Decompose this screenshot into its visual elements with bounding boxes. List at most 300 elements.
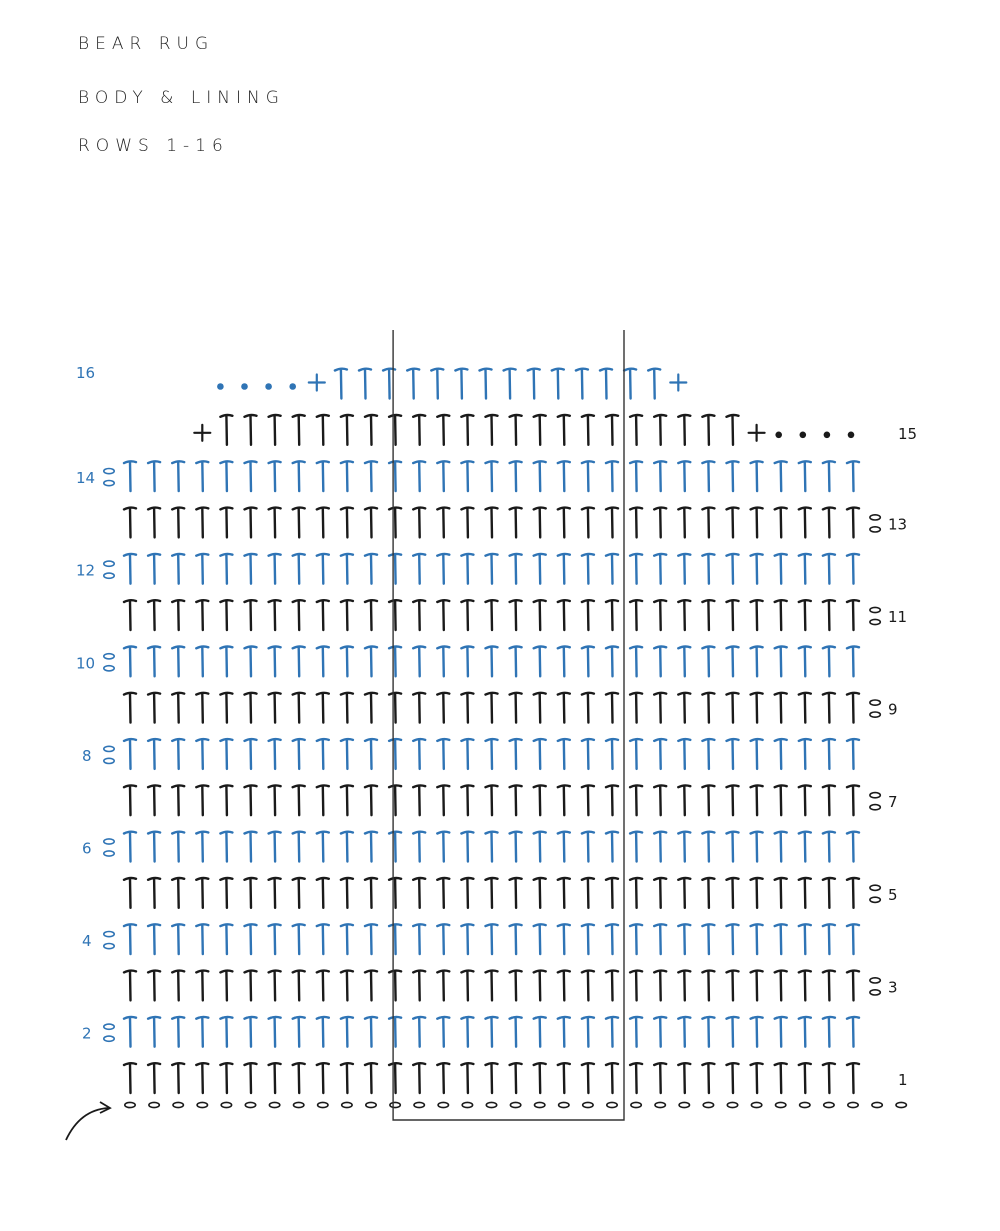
dc-stitch bbox=[630, 924, 642, 954]
dc-stitch bbox=[269, 600, 281, 630]
dc-stitch bbox=[510, 461, 522, 491]
dc-stitch bbox=[654, 693, 666, 723]
dc-stitch bbox=[335, 369, 347, 399]
row-number-label: 13 bbox=[888, 515, 908, 534]
dc-stitch bbox=[341, 415, 353, 445]
dc-stitch bbox=[269, 415, 281, 445]
dc-stitch bbox=[269, 693, 281, 723]
dc-stitch bbox=[678, 878, 690, 908]
dc-stitch bbox=[510, 739, 522, 769]
dc-stitch bbox=[606, 415, 618, 445]
dc-stitch bbox=[823, 739, 835, 769]
dc-stitch bbox=[389, 739, 401, 769]
dc-stitch bbox=[534, 739, 546, 769]
dc-stitch bbox=[341, 647, 353, 677]
dc-stitch bbox=[654, 1017, 666, 1047]
dc-stitch bbox=[455, 369, 467, 399]
dc-stitch bbox=[124, 1017, 136, 1047]
dc-stitch bbox=[654, 415, 666, 445]
dc-stitch bbox=[775, 508, 787, 538]
dc-stitch bbox=[196, 508, 208, 538]
dc-stitch bbox=[823, 461, 835, 491]
dc-stitch bbox=[196, 647, 208, 677]
dc-stitch bbox=[172, 971, 184, 1001]
dc-stitch bbox=[196, 693, 208, 723]
row-number-label: 9 bbox=[888, 700, 898, 719]
dc-stitch bbox=[775, 554, 787, 584]
dc-stitch bbox=[413, 554, 425, 584]
dc-stitch bbox=[486, 971, 498, 1001]
dc-stitch bbox=[823, 508, 835, 538]
dc-stitch bbox=[678, 1063, 690, 1093]
dc-stitch bbox=[582, 415, 594, 445]
dc-stitch bbox=[389, 647, 401, 677]
dc-stitch bbox=[196, 924, 208, 954]
turning-chain bbox=[104, 1024, 114, 1029]
dc-stitch bbox=[245, 647, 257, 677]
dc-stitch bbox=[245, 415, 257, 445]
row-number-label: 6 bbox=[82, 839, 92, 858]
dc-stitch bbox=[799, 1063, 811, 1093]
dc-stitch bbox=[365, 461, 377, 491]
dc-stitch bbox=[654, 878, 666, 908]
dc-stitch bbox=[727, 554, 739, 584]
dc-stitch bbox=[702, 600, 714, 630]
foundation-chain bbox=[221, 1102, 231, 1107]
foundation-chain bbox=[414, 1102, 424, 1107]
dc-stitch bbox=[751, 924, 763, 954]
dc-stitch bbox=[558, 924, 570, 954]
dc-stitch bbox=[413, 693, 425, 723]
dc-stitch bbox=[293, 878, 305, 908]
dc-stitch bbox=[365, 739, 377, 769]
dc-stitch bbox=[847, 924, 859, 954]
dc-stitch bbox=[630, 415, 642, 445]
dc-stitch bbox=[196, 461, 208, 491]
dc-stitch bbox=[534, 924, 546, 954]
turning-chain bbox=[870, 515, 880, 520]
dc-stitch bbox=[486, 1063, 498, 1093]
dc-stitch bbox=[678, 924, 690, 954]
dc-stitch bbox=[269, 508, 281, 538]
dc-stitch bbox=[220, 924, 232, 954]
dc-stitch bbox=[702, 461, 714, 491]
row-number-label: 4 bbox=[82, 932, 92, 951]
dc-stitch bbox=[245, 600, 257, 630]
dc-stitch bbox=[630, 832, 642, 862]
dc-stitch bbox=[606, 785, 618, 815]
dc-stitch bbox=[606, 508, 618, 538]
dc-stitch bbox=[389, 1063, 401, 1093]
dc-stitch bbox=[365, 924, 377, 954]
dc-stitch bbox=[461, 785, 473, 815]
foundation-chain bbox=[848, 1102, 858, 1107]
dc-stitch bbox=[220, 508, 232, 538]
dc-stitch bbox=[558, 785, 570, 815]
dc-stitch bbox=[775, 600, 787, 630]
dc-stitch bbox=[582, 832, 594, 862]
dc-stitch bbox=[148, 971, 160, 1001]
dc-stitch bbox=[196, 971, 208, 1001]
dc-stitch bbox=[172, 924, 184, 954]
dc-stitch bbox=[148, 647, 160, 677]
dc-stitch bbox=[510, 554, 522, 584]
dc-stitch bbox=[461, 1017, 473, 1047]
dc-stitch bbox=[528, 369, 540, 399]
dc-stitch bbox=[172, 647, 184, 677]
dc-stitch bbox=[486, 508, 498, 538]
dc-stitch bbox=[389, 785, 401, 815]
turning-chain bbox=[104, 839, 114, 844]
dc-stitch bbox=[558, 415, 570, 445]
dc-stitch bbox=[293, 415, 305, 445]
dc-stitch bbox=[775, 1017, 787, 1047]
dc-stitch bbox=[823, 693, 835, 723]
turning-chain bbox=[870, 885, 880, 890]
turning-chain bbox=[870, 712, 880, 717]
dc-stitch bbox=[172, 739, 184, 769]
turning-chain bbox=[104, 1036, 114, 1041]
dc-stitch bbox=[486, 554, 498, 584]
dc-stitch bbox=[148, 924, 160, 954]
dc-stitch bbox=[534, 693, 546, 723]
turning-chain bbox=[104, 561, 114, 566]
dc-stitch bbox=[437, 554, 449, 584]
dc-stitch bbox=[365, 600, 377, 630]
dc-stitch bbox=[558, 600, 570, 630]
dc-stitch bbox=[847, 1017, 859, 1047]
dc-stitch bbox=[558, 508, 570, 538]
dc-stitch bbox=[606, 600, 618, 630]
dc-stitch bbox=[317, 1063, 329, 1093]
dc-stitch bbox=[461, 508, 473, 538]
dc-stitch bbox=[365, 832, 377, 862]
dc-stitch bbox=[317, 554, 329, 584]
dc-stitch bbox=[148, 1017, 160, 1047]
dc-stitch bbox=[480, 369, 492, 399]
dc-stitch bbox=[245, 693, 257, 723]
dc-stitch bbox=[461, 693, 473, 723]
dc-stitch bbox=[630, 693, 642, 723]
dc-stitch bbox=[510, 415, 522, 445]
turning-chain bbox=[870, 990, 880, 995]
dc-stitch bbox=[630, 600, 642, 630]
dc-stitch bbox=[437, 415, 449, 445]
dc-stitch bbox=[413, 739, 425, 769]
dc-stitch bbox=[172, 878, 184, 908]
dc-stitch bbox=[823, 647, 835, 677]
row-number-label: 1 bbox=[898, 1071, 908, 1089]
dc-stitch bbox=[437, 693, 449, 723]
dc-stitch bbox=[317, 600, 329, 630]
foundation-chain bbox=[486, 1102, 496, 1107]
dc-stitch bbox=[799, 739, 811, 769]
dc-stitch bbox=[775, 693, 787, 723]
dc-stitch bbox=[220, 693, 232, 723]
dc-stitch bbox=[654, 461, 666, 491]
dc-stitch bbox=[702, 647, 714, 677]
dc-stitch bbox=[751, 693, 763, 723]
dc-stitch bbox=[389, 461, 401, 491]
dc-stitch bbox=[461, 554, 473, 584]
dc-stitch bbox=[534, 647, 546, 677]
dc-stitch bbox=[341, 739, 353, 769]
dc-stitch bbox=[148, 832, 160, 862]
dc-stitch bbox=[124, 832, 136, 862]
slip-stitch bbox=[824, 432, 831, 439]
foundation-chain bbox=[294, 1102, 304, 1107]
dc-stitch bbox=[630, 508, 642, 538]
dc-stitch bbox=[654, 647, 666, 677]
dc-stitch bbox=[775, 878, 787, 908]
dc-stitch bbox=[359, 369, 371, 399]
foundation-chain bbox=[462, 1102, 472, 1107]
dc-stitch bbox=[245, 739, 257, 769]
dc-stitch bbox=[148, 785, 160, 815]
foundation-chain bbox=[631, 1102, 641, 1107]
row-number-label: 11 bbox=[888, 608, 908, 626]
dc-stitch bbox=[727, 600, 739, 630]
dc-stitch bbox=[847, 739, 859, 769]
dc-stitch bbox=[413, 1063, 425, 1093]
turning-chain bbox=[870, 700, 880, 705]
dc-stitch bbox=[654, 924, 666, 954]
dc-stitch bbox=[799, 461, 811, 491]
dc-stitch bbox=[341, 693, 353, 723]
turning-chain bbox=[870, 527, 880, 532]
dc-stitch bbox=[534, 1017, 546, 1047]
dc-stitch bbox=[799, 832, 811, 862]
dc-stitch bbox=[775, 647, 787, 677]
dc-stitch bbox=[606, 554, 618, 584]
dc-stitch bbox=[148, 693, 160, 723]
dc-stitch bbox=[269, 1017, 281, 1047]
dc-stitch bbox=[582, 693, 594, 723]
dc-stitch bbox=[847, 508, 859, 538]
foundation-chain bbox=[655, 1102, 665, 1107]
dc-stitch bbox=[172, 785, 184, 815]
foundation-chain bbox=[438, 1102, 448, 1107]
dc-stitch bbox=[269, 461, 281, 491]
dc-stitch bbox=[775, 461, 787, 491]
foundation-chain bbox=[245, 1102, 255, 1107]
sc-stitch bbox=[749, 425, 765, 441]
dc-stitch bbox=[196, 554, 208, 584]
dc-stitch bbox=[582, 785, 594, 815]
dc-stitch bbox=[245, 878, 257, 908]
dc-stitch bbox=[727, 785, 739, 815]
dc-stitch bbox=[751, 1017, 763, 1047]
slip-stitch bbox=[265, 383, 272, 390]
slip-stitch bbox=[848, 432, 855, 439]
dc-stitch bbox=[124, 461, 136, 491]
dc-stitch bbox=[486, 600, 498, 630]
dc-stitch bbox=[293, 554, 305, 584]
dc-stitch bbox=[630, 785, 642, 815]
foundation-chain bbox=[776, 1102, 786, 1107]
dc-stitch bbox=[678, 971, 690, 1001]
dc-stitch bbox=[220, 600, 232, 630]
dc-stitch bbox=[220, 461, 232, 491]
turning-chain bbox=[104, 944, 114, 949]
dc-stitch bbox=[269, 554, 281, 584]
dc-stitch bbox=[775, 785, 787, 815]
dc-stitch bbox=[678, 832, 690, 862]
dc-stitch bbox=[799, 971, 811, 1001]
dc-stitch bbox=[317, 785, 329, 815]
dc-stitch bbox=[293, 508, 305, 538]
dc-stitch bbox=[775, 739, 787, 769]
dc-stitch bbox=[486, 1017, 498, 1047]
dc-stitch bbox=[654, 1063, 666, 1093]
dc-stitch bbox=[582, 600, 594, 630]
dc-stitch bbox=[389, 971, 401, 1001]
dc-stitch bbox=[534, 415, 546, 445]
dc-stitch bbox=[775, 832, 787, 862]
dc-stitch bbox=[847, 785, 859, 815]
turning-chain bbox=[870, 978, 880, 983]
foundation-chain bbox=[125, 1102, 135, 1107]
dc-stitch bbox=[823, 832, 835, 862]
dc-stitch bbox=[654, 785, 666, 815]
dc-stitch bbox=[582, 739, 594, 769]
dc-stitch bbox=[172, 1063, 184, 1093]
foundation-chain bbox=[149, 1102, 159, 1107]
dc-stitch bbox=[727, 693, 739, 723]
dc-stitch bbox=[799, 878, 811, 908]
foundation-chain bbox=[318, 1102, 328, 1107]
dc-stitch bbox=[245, 508, 257, 538]
dc-stitch bbox=[196, 785, 208, 815]
rows-caption: ROWS 1-16 bbox=[78, 136, 229, 156]
dc-stitch bbox=[293, 461, 305, 491]
dc-stitch bbox=[437, 461, 449, 491]
dc-stitch bbox=[486, 739, 498, 769]
dc-stitch bbox=[365, 693, 377, 723]
dc-stitch bbox=[534, 878, 546, 908]
dc-stitch bbox=[504, 369, 516, 399]
dc-stitch bbox=[823, 924, 835, 954]
turning-chain bbox=[870, 607, 880, 612]
dc-stitch bbox=[365, 508, 377, 538]
dc-stitch bbox=[648, 369, 660, 399]
dc-stitch bbox=[413, 785, 425, 815]
dc-stitch bbox=[124, 924, 136, 954]
dc-stitch bbox=[413, 924, 425, 954]
dc-stitch bbox=[148, 508, 160, 538]
pattern-title: BEAR RUG bbox=[78, 34, 215, 54]
dc-stitch bbox=[389, 1017, 401, 1047]
dc-stitch bbox=[317, 971, 329, 1001]
dc-stitch bbox=[220, 832, 232, 862]
dc-stitch bbox=[775, 1063, 787, 1093]
dc-stitch bbox=[196, 1017, 208, 1047]
dc-stitch bbox=[317, 739, 329, 769]
dc-stitch bbox=[630, 878, 642, 908]
dc-stitch bbox=[510, 647, 522, 677]
dc-stitch bbox=[407, 369, 419, 399]
foundation-chain bbox=[872, 1102, 882, 1107]
dc-stitch bbox=[751, 1063, 763, 1093]
dc-stitch bbox=[437, 508, 449, 538]
dc-stitch bbox=[582, 554, 594, 584]
turning-chain bbox=[870, 897, 880, 902]
row-number-label: 3 bbox=[888, 978, 898, 997]
dc-stitch bbox=[124, 647, 136, 677]
dc-stitch bbox=[727, 1017, 739, 1047]
dc-stitch bbox=[293, 739, 305, 769]
row-number-label: 14 bbox=[76, 469, 96, 488]
dc-stitch bbox=[486, 415, 498, 445]
dc-stitch bbox=[654, 739, 666, 769]
row-number-label: 16 bbox=[76, 364, 96, 382]
pattern-subtitle: BODY & LINING bbox=[78, 88, 285, 108]
dc-stitch bbox=[341, 508, 353, 538]
dc-stitch bbox=[606, 693, 618, 723]
dc-stitch bbox=[510, 924, 522, 954]
dc-stitch bbox=[245, 1017, 257, 1047]
dc-stitch bbox=[341, 971, 353, 1001]
dc-stitch bbox=[727, 508, 739, 538]
dc-stitch bbox=[341, 1017, 353, 1047]
turning-chain bbox=[870, 793, 880, 798]
dc-stitch bbox=[630, 461, 642, 491]
dc-stitch bbox=[148, 554, 160, 584]
dc-stitch bbox=[293, 647, 305, 677]
dc-stitch bbox=[847, 647, 859, 677]
dc-stitch bbox=[654, 832, 666, 862]
turning-chain bbox=[104, 481, 114, 486]
dc-stitch bbox=[654, 600, 666, 630]
dc-stitch bbox=[389, 832, 401, 862]
dc-stitch bbox=[317, 647, 329, 677]
dc-stitch bbox=[510, 600, 522, 630]
dc-stitch bbox=[606, 1063, 618, 1093]
dc-stitch bbox=[775, 971, 787, 1001]
dc-stitch bbox=[678, 415, 690, 445]
dc-stitch bbox=[606, 924, 618, 954]
dc-stitch bbox=[630, 1017, 642, 1047]
dc-stitch bbox=[172, 1017, 184, 1047]
dc-stitch bbox=[576, 369, 588, 399]
dc-stitch bbox=[630, 647, 642, 677]
dc-stitch bbox=[317, 924, 329, 954]
dc-stitch bbox=[702, 832, 714, 862]
row-number-label: 10 bbox=[76, 654, 96, 673]
dc-stitch bbox=[751, 554, 763, 584]
dc-stitch bbox=[678, 1017, 690, 1047]
dc-stitch bbox=[510, 832, 522, 862]
dc-stitch bbox=[389, 554, 401, 584]
dc-stitch bbox=[775, 924, 787, 954]
dc-stitch bbox=[245, 1063, 257, 1093]
dc-stitch bbox=[847, 693, 859, 723]
turning-chain bbox=[870, 805, 880, 810]
dc-stitch bbox=[437, 785, 449, 815]
dc-stitch bbox=[630, 1063, 642, 1093]
dc-stitch bbox=[727, 739, 739, 769]
dc-stitch bbox=[437, 1017, 449, 1047]
dc-stitch bbox=[389, 415, 401, 445]
dc-stitch bbox=[606, 1017, 618, 1047]
dc-stitch bbox=[847, 600, 859, 630]
dc-stitch bbox=[486, 878, 498, 908]
dc-stitch bbox=[341, 600, 353, 630]
dc-stitch bbox=[606, 878, 618, 908]
dc-stitch bbox=[823, 554, 835, 584]
dc-stitch bbox=[437, 878, 449, 908]
dc-stitch bbox=[702, 1063, 714, 1093]
